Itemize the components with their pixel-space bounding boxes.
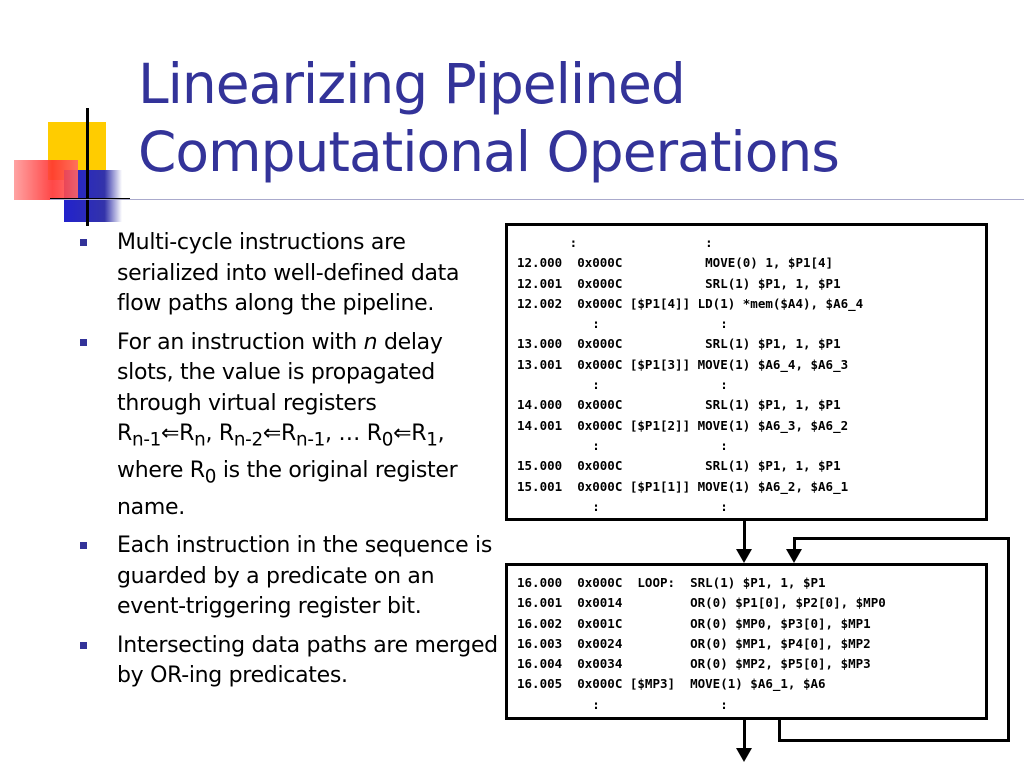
- flow-arrow-down-line: [743, 521, 746, 549]
- code-block-bottom: [505, 563, 988, 720]
- bullet-item: [80, 631, 500, 692]
- code-line: 15.001 0x000C [$P1[1]] MOVE(1) $A6_2, $A6_1: [517, 478, 849, 494]
- code-line: : :: [517, 235, 713, 250]
- bullet-text: Multi-cycle instructions are serialized into well-defined data flow paths along the pipeline.: [117, 230, 460, 316]
- bullet-text: Intersecting data paths are merged by OR-ing predicates.: [117, 632, 498, 689]
- code-line: 13.000 0x000C SRL(1) $P1, 1, $P1: [517, 336, 841, 352]
- exit-arrow-line: [743, 720, 746, 750]
- code-line: 13.001 0x000C [$P1[3]] MOVE(1) $A6_4, $A6_3: [517, 356, 849, 372]
- code-line: 16.002 0x001C OR(0) $MP0, $P3[0], $MP1: [517, 615, 871, 631]
- bullet-text: Each instruction in the sequence is guarded by a predicate on an event-triggering register bit.: [117, 533, 493, 620]
- bullet-square-icon: [80, 339, 87, 346]
- code-line: 12.002 0x000C [$P1[4]] LD(1) *mem($A4), $A6_4: [517, 295, 864, 311]
- code-block-top: [505, 223, 988, 521]
- flow-arrow-down-head-icon: [736, 549, 752, 563]
- loop-arrow-top: [793, 537, 1010, 540]
- loop-arrow-head-icon: [786, 549, 802, 563]
- bullet-italic-n: n: [363, 329, 378, 355]
- code-line: 16.003 0x0024 OR(0) $MP1, $P4[0], $MP2: [517, 635, 871, 651]
- loop-arrow-left: [778, 720, 781, 742]
- title-divider: [50, 199, 1024, 200]
- code-line: 16.001 0x0014 OR(0) $P1[0], $P2[0], $MP0: [517, 595, 886, 611]
- slide-title: [138, 50, 839, 186]
- code-line: : :: [517, 437, 728, 453]
- bullet-list: [80, 228, 500, 700]
- code-line: : :: [517, 377, 728, 393]
- code-line: : :: [517, 498, 728, 514]
- code-line: 16.000 0x000C LOOP: SRL(1) $P1, 1, $P1: [517, 575, 826, 590]
- bullet-item: [80, 328, 500, 524]
- code-line: 14.000 0x000C SRL(1) $P1, 1, $P1: [517, 397, 841, 413]
- register-chain: $R_{n-1}⇐R_n$, $R_{n-2}⇐R_{n-1}$, … $R_0⇐R_1$,: [117, 421, 445, 451]
- logo-red-square: [14, 160, 78, 200]
- bullet-item: [80, 531, 500, 623]
- loop-arrow-bottom: [778, 739, 1010, 742]
- code-line: 12.001 0x000C SRL(1) $P1, 1, $P1: [517, 275, 841, 291]
- bullet-square-icon: [80, 239, 87, 246]
- code-line: 15.000 0x000C SRL(1) $P1, 1, $P1: [517, 458, 841, 474]
- code-line: 16.004 0x0034 OR(0) $MP2, $P5[0], $MP3: [517, 656, 871, 672]
- bullet-square-icon: [80, 542, 87, 549]
- register-note: where $R_0$ is the original register name.: [117, 457, 458, 520]
- exit-arrow-head-icon: [736, 748, 752, 762]
- bullet-item: [80, 228, 500, 320]
- title-line-2: Computational Operations: [138, 120, 839, 184]
- bullet-text: delay slots, the value is propagated through virtual registers: [117, 329, 443, 416]
- bullet-text: For an instruction with: [117, 329, 364, 355]
- code-line: 16.005 0x000C [$MP3] MOVE(1) $A6_1, $A6: [517, 676, 826, 692]
- code-line: : :: [517, 316, 728, 332]
- code-line: 12.000 0x000C MOVE(0) 1, $P1[4]: [517, 255, 834, 271]
- code-line: 14.001 0x000C [$P1[2]] MOVE(1) $A6_3, $A6_2: [517, 417, 849, 433]
- code-line: : :: [517, 696, 728, 712]
- title-line-1: Linearizing Pipelined: [138, 52, 685, 116]
- bullet-square-icon: [80, 642, 87, 649]
- logo-vertical-line: [86, 108, 89, 226]
- loop-arrow-right: [1007, 537, 1010, 742]
